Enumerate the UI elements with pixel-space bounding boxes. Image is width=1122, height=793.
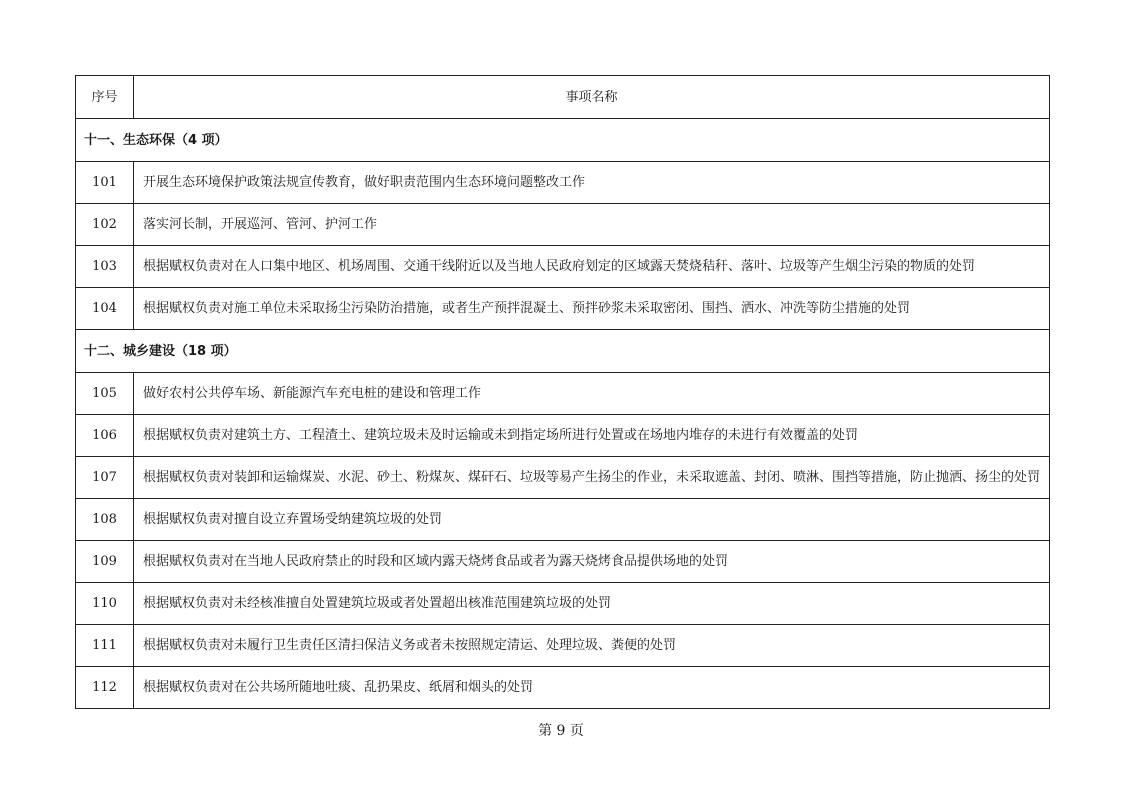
row-number: 111	[76, 625, 134, 667]
table-row	[76, 373, 1050, 415]
table-row	[76, 162, 1050, 204]
row-item-name: 根据赋权负责对未履行卫生责任区清扫保洁义务或者未按照规定清运、处理垃圾、粪便的处罚	[134, 625, 1050, 667]
row-number: 105	[76, 373, 134, 415]
table-row	[76, 625, 1050, 667]
table-row	[76, 667, 1050, 709]
row-item-name: 根据赋权负责对建筑土方、工程渣土、建筑垃圾未及时运输或未到指定场所进行处置或在场地内堆存的未进行有效覆盖的处罚	[134, 415, 1050, 457]
section-title: 十一、生态环保（4 项）	[76, 119, 1050, 162]
row-number: 110	[76, 583, 134, 625]
row-number: 102	[76, 204, 134, 246]
row-number: 112	[76, 667, 134, 709]
header-serial-number: 序号	[76, 76, 134, 119]
row-item-name: 根据赋权负责对装卸和运输煤炭、水泥、砂土、粉煤灰、煤矸石、垃圾等易产生扬尘的作业，未采取遮盖、封闭、喷淋、围挡等措施，防止抛洒、扬尘的处罚	[134, 457, 1050, 499]
row-item-name: 根据赋权负责对未经核准擅自处置建筑垃圾或者处置超出核准范围建筑垃圾的处罚	[134, 583, 1050, 625]
row-item-name: 根据赋权负责对擅自设立弃置场受纳建筑垃圾的处罚	[134, 499, 1050, 541]
header-item-name: 事项名称	[134, 76, 1050, 119]
row-item-name: 做好农村公共停车场、新能源汽车充电桩的建设和管理工作	[134, 373, 1050, 415]
table-row	[76, 541, 1050, 583]
row-number: 108	[76, 499, 134, 541]
section-header-urban-rural-construction	[76, 330, 1050, 373]
table-row	[76, 288, 1050, 330]
row-item-name: 落实河长制，开展巡河、管河、护河工作	[134, 204, 1050, 246]
row-number: 106	[76, 415, 134, 457]
page-number: 第 9 页	[538, 723, 584, 739]
table-header-row	[76, 76, 1050, 119]
section-header-ecology	[76, 119, 1050, 162]
row-item-name: 根据赋权负责对施工单位未采取扬尘污染防治措施，或者生产预拌混凝土、预拌砂浆未采取密闭、围挡、洒水、冲洗等防尘措施的处罚	[134, 288, 1050, 330]
row-item-name: 根据赋权负责对在当地人民政府禁止的时段和区域内露天烧烤食品或者为露天烧烤食品提供场地的处罚	[134, 541, 1050, 583]
table-row	[76, 583, 1050, 625]
table-row	[76, 499, 1050, 541]
items-table	[75, 75, 1050, 709]
table-row	[76, 415, 1050, 457]
table-row	[76, 457, 1050, 499]
section-title: 十二、城乡建设（18 项）	[76, 330, 1050, 373]
row-number: 104	[76, 288, 134, 330]
row-item-name: 根据赋权负责对在人口集中地区、机场周围、交通干线附近以及当地人民政府划定的区域露天焚烧秸秆、落叶、垃圾等产生烟尘污染的物质的处罚	[134, 246, 1050, 288]
row-number: 101	[76, 162, 134, 204]
row-item-name: 开展生态环境保护政策法规宣传教育，做好职责范围内生态环境问题整改工作	[134, 162, 1050, 204]
table-row	[76, 246, 1050, 288]
table-row	[76, 204, 1050, 246]
row-item-name: 根据赋权负责对在公共场所随地吐痰、乱扔果皮、纸屑和烟头的处罚	[134, 667, 1050, 709]
row-number: 109	[76, 541, 134, 583]
row-number: 103	[76, 246, 134, 288]
row-number: 107	[76, 457, 134, 499]
